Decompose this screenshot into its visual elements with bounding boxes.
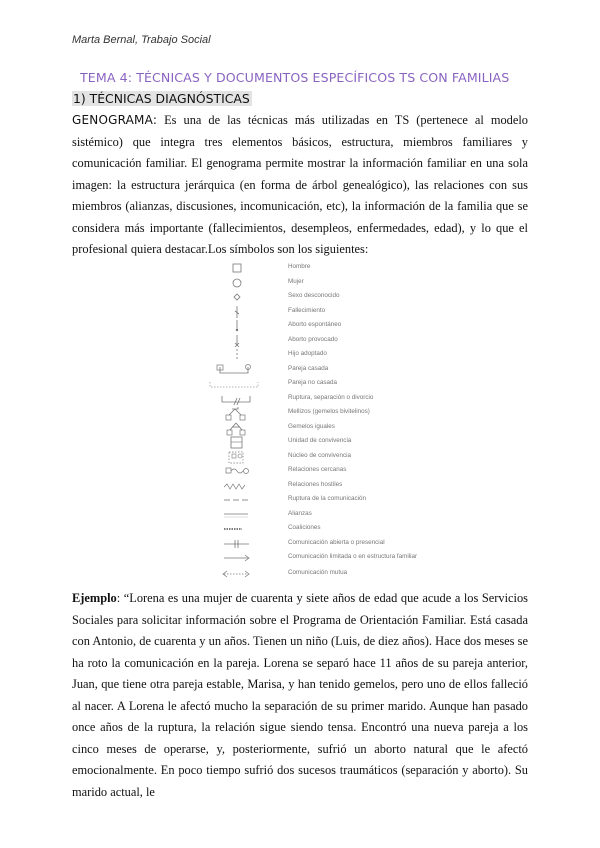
legend-row (196, 538, 386, 552)
legend-label: Relaciones cercanas (288, 466, 347, 473)
legend-row (196, 552, 418, 566)
legend-row (196, 262, 386, 276)
dashed-line-icon (196, 349, 256, 363)
distant-relation-icon (196, 509, 256, 523)
legend-row (196, 436, 386, 450)
diamond-icon (196, 291, 256, 305)
ejemplo-lead: Ejemplo (72, 591, 117, 605)
broken-relation-icon (196, 494, 256, 508)
dot-line-icon (196, 320, 256, 334)
fraternal-twins-icon (196, 407, 256, 421)
ejemplo-paragraph (72, 588, 528, 803)
legend-row (196, 509, 386, 523)
legend-row (196, 523, 386, 537)
legend-label: Comunicación abierta o presencial (288, 538, 385, 546)
legend-label: Hijo adoptado (288, 350, 327, 357)
legend-label: Comunicación limitada o en estructura familiar (288, 553, 418, 560)
cohabitation-icon (196, 451, 256, 465)
page-title: TEMA 4: TÉCNICAS Y DOCUMENTOS ESPECÍFICOS TS CON FAMILIAS (80, 70, 510, 85)
two-way-icon (196, 568, 256, 582)
cross-icon (196, 306, 256, 320)
legend-row (196, 378, 386, 392)
legend-label: Unidad de convivencia (288, 437, 352, 444)
legend-label: Comunicación mutua (288, 569, 348, 576)
legend-row (196, 291, 386, 305)
legend-row (196, 349, 386, 363)
legend-row (196, 335, 386, 349)
genogram-symbol-legend (196, 262, 418, 582)
one-way-icon (196, 552, 256, 566)
legend-row (196, 393, 386, 407)
hostile-relation-icon (196, 480, 256, 494)
legend-label: Aborto espontáneo (288, 321, 342, 328)
genograma-paragraph (72, 110, 528, 261)
page-header: Marta Bernal, Trabajo Social (72, 34, 211, 46)
legend-row (196, 480, 386, 494)
separation-icon (196, 393, 256, 407)
legend-row (196, 277, 386, 291)
legend-row (196, 407, 386, 421)
unmarried-couple-icon (196, 378, 256, 392)
legend-label: Mellizos (gemelos bivitelinos) (288, 408, 370, 415)
legend-row (196, 364, 386, 378)
household-icon (196, 436, 256, 450)
circle-icon (196, 277, 256, 291)
square-icon (196, 262, 256, 276)
legend-label: Coaliciones (288, 524, 321, 531)
legend-row (196, 451, 386, 465)
ejemplo-text: : “Lorena es una mujer de cuarenta y siete años de edad que acude a los Servicios Sociales para solicitar información sobre el Programa de Orientación Familiar. Está casada con Antonio, de cuarenta y un años. Tienen un niño (Luis, de diez años). Hace dos meses se ha roto la comunicación en la pareja. Lorena se separó hace 11 años de su pareja anterior, Juan, que tiene otra pareja estable, Marisa, y han tenido gemelos, pero uno de ellos falleció al nacer. A Lorena le afectó mucho la separación de su primer marido. Aunque han pasado once años de la ruptura, la relación sigue siendo tensa. Encontró una nueva pareja a los cinco meses de operarse, y, posteriormente, sufrió un aborto natural que le afectó emocionalmente. En poco tiempo sufrió dos sucesos traumáticos (separación y aborto). Su marido actual, le (72, 591, 528, 799)
legend-label: Alianzas (288, 509, 312, 517)
identical-twins-icon (196, 422, 256, 436)
legend-label: Relaciones hostiles (288, 480, 343, 488)
x-line-icon (196, 335, 256, 349)
legend-label: Núcleo de convivencia (288, 451, 352, 459)
legend-row (196, 320, 386, 334)
close-relation-icon (196, 465, 256, 479)
legend-label: Gemelos iguales (288, 422, 335, 430)
legend-row (196, 465, 386, 479)
legend-label: Hombre (288, 263, 311, 270)
legend-row (196, 494, 386, 508)
section-heading: 1) TÉCNICAS DIAGNÓSTICAS (73, 91, 250, 106)
legend-label: Pareja no casada (288, 379, 338, 386)
genograma-lead: GENOGRAMA: (72, 113, 158, 127)
legend-label: Aborto provocado (288, 335, 338, 343)
legend-label: Fallecimiento (288, 306, 326, 314)
legend-label: Ruptura, separación o divorcio (288, 393, 374, 401)
legend-label: Mujer (288, 277, 304, 285)
conflict-relation-icon (196, 523, 256, 537)
genograma-text: Es una de las técnicas más utilizadas en TS (pertenece al modelo sistémico) que integra tres elementos básicos, estructura, miembros familiares y comunicación familiar. El genograma permite mostrar la información familiar en una sola imagen: la estructura jerárquica (en forma de árbol genealógico), las relaciones con sus miembros (alianzas, discusiones, incomunicación, etc), la información de la familia que se considera más importante (fallecimientos, desempleos, enfermedades, edad), y lo que el profesional quiera destacar.Los símbolos son los siguientes: (72, 113, 528, 256)
legend-label: Pareja casada (288, 364, 329, 372)
couple-icon (196, 364, 256, 378)
legend-row (196, 306, 386, 320)
legend-row (196, 568, 386, 582)
legend-row (196, 422, 386, 436)
legend-label: Ruptura de la comunicación (288, 495, 367, 502)
communication-icon (196, 538, 256, 552)
legend-label: Sexo desconocido (288, 292, 340, 299)
